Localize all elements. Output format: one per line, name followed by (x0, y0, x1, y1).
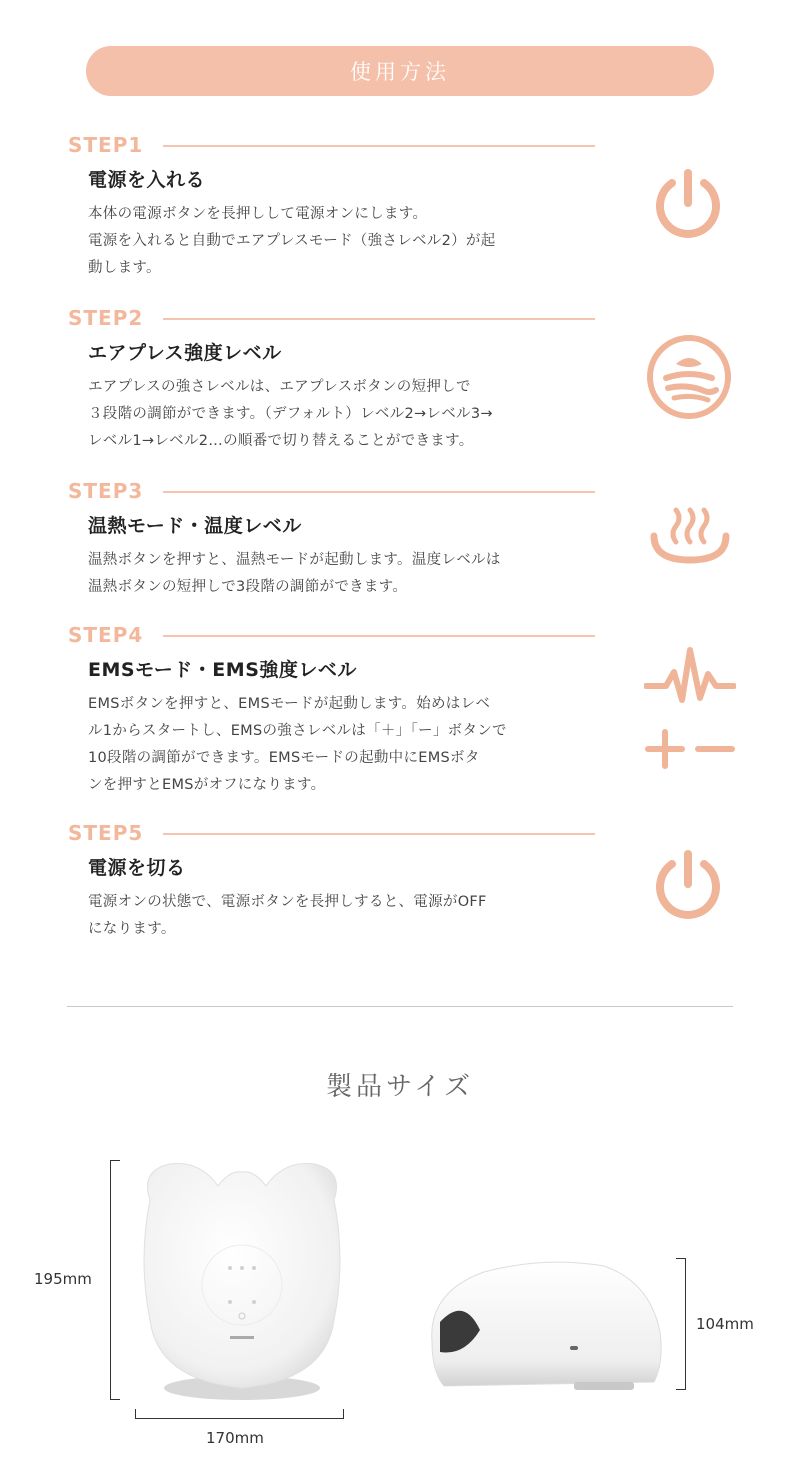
step-title: 電源を切る (88, 857, 186, 879)
section-title: 使用方法 (350, 60, 450, 84)
step-header (68, 479, 748, 503)
product-size-title: 製品サイズ (326, 1072, 474, 1102)
step-label: STEP4 (68, 623, 144, 647)
step-5 (68, 821, 748, 937)
power-icon (652, 848, 724, 924)
step-2 (68, 306, 748, 449)
heat-icon (648, 506, 732, 566)
step-rule (163, 491, 595, 493)
width-dimension-line (135, 1409, 344, 1419)
step-rule (163, 833, 595, 835)
product-side-image (424, 1252, 670, 1398)
step-description: エアプレスの強さレベルは、エアプレスボタンの短押しで ３段階の調節ができます。（デフォルト）レベル2→レベル3→ レベル1→レベル2…の順番で切り替えることができます。 (88, 379, 493, 449)
step-title: エアプレス強度レベル (88, 342, 282, 364)
step-description: 温熱ボタンを押すと、温熱モードが起動します。温度レベルは 温熱ボタンの短押しで3段階の調節ができます。 (88, 552, 501, 595)
step-title: 電源を入れる (88, 169, 206, 191)
step-1 (68, 133, 748, 276)
step-label: STEP5 (68, 821, 144, 845)
step-rule (163, 318, 595, 320)
step-header (68, 306, 748, 330)
step-label: STEP3 (68, 479, 144, 503)
step-4 (68, 623, 748, 793)
step-3 (68, 479, 748, 595)
section-divider (67, 1006, 733, 1007)
section-title-pill (86, 46, 714, 96)
side-height-dimension-line (676, 1258, 686, 1390)
step-rule (163, 145, 595, 147)
step-header (68, 623, 748, 647)
step-rule (163, 635, 595, 637)
power-icon (652, 167, 724, 243)
step-description: 電源オンの状態で、電源ボタンを長押しすると、電源がOFF になります。 (88, 894, 487, 937)
height-dimension-line (110, 1160, 120, 1400)
height-dimension-label: 195mm (34, 1270, 92, 1288)
step-title: EMSモード・EMS強度レベル (88, 659, 357, 681)
width-dimension-label: 170mm (206, 1429, 264, 1447)
side-height-dimension-label: 104mm (696, 1315, 754, 1333)
step-header (68, 821, 748, 845)
product-front-image (130, 1150, 350, 1405)
air-press-icon (646, 334, 732, 420)
step-label: STEP1 (68, 133, 144, 157)
step-label: STEP2 (68, 306, 144, 330)
ems-pulse-icon (644, 646, 736, 770)
step-header (68, 133, 748, 157)
step-description: 本体の電源ボタンを長押しして電源オンにします。 電源を入れると自動でエアプレスモード（強さレベル2）が起 動します。 (88, 206, 496, 276)
step-title: 温熱モード・温度レベル (88, 515, 302, 537)
step-description: EMSボタンを押すと、EMSモードが起動します。始めはレベ ル1からスタートし、EMSの強さレベルは「＋」「ー」ボタンで 10段階の調節ができます。EMSモードの起動中にEMSボタ ンを押すとEMSがオフになります。 (88, 696, 507, 793)
